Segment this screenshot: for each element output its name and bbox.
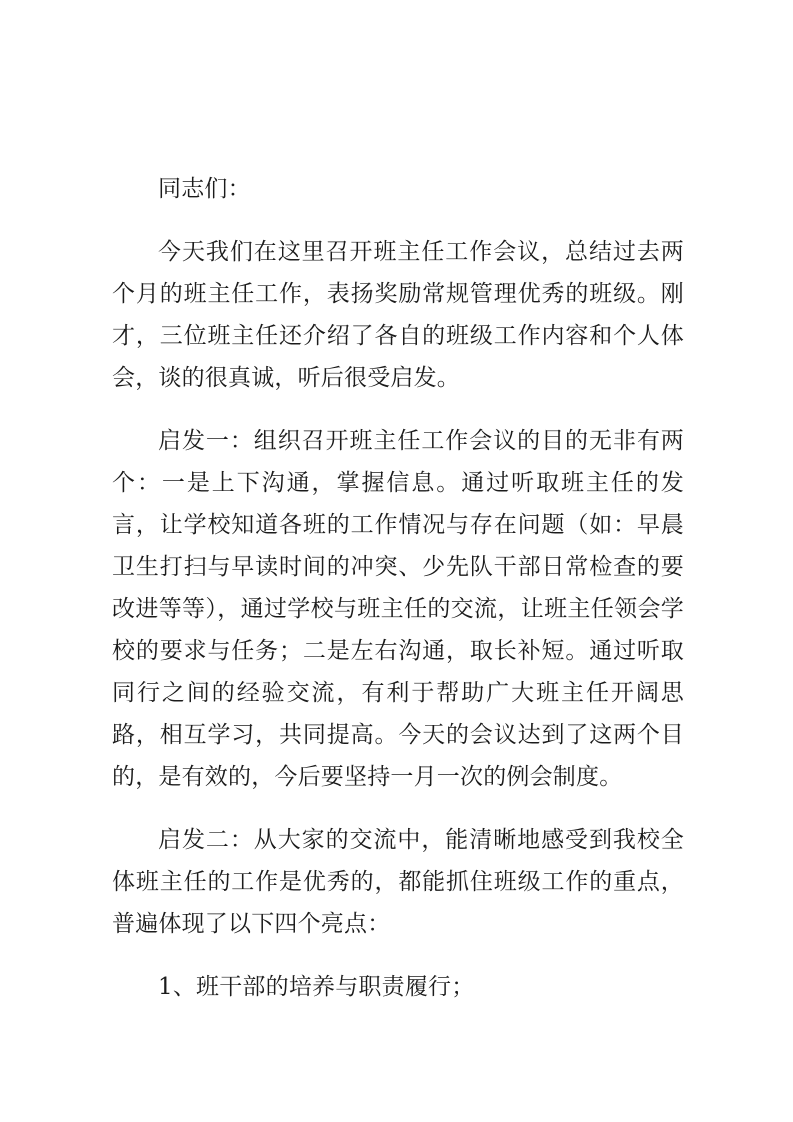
paragraph-insight-two: 启发二：从大家的交流中，能清晰地感受到我校全体班主任的工作是优秀的，都能抓住班级工作的重点，普遍体现了以下四个亮点：: [112, 827, 684, 937]
document-text-body: [112, 168, 684, 1008]
paragraph-highlight-1: 1、班干部的培养与职责履行；: [158, 974, 475, 1000]
paragraph-opening: 今天我们在这里召开班主任工作会议，总结过去两个月的班主任工作，表扬奖励常规管理优秀的班级。刚才，三位班主任还介绍了各自的班级工作内容和个人体会，谈的很真诚，听后很受启发。: [112, 239, 684, 391]
paragraph-insight-one: 启发一：组织召开班主任工作会议的目的无非有两个：一是上下沟通，掌握信息。通过听取班主任的发言，让学校知道各班的工作情况与存在问题（如：早晨卫生打扫与早读时间的冲突、少先队干部日常检查的要改进等等），通过学校与班主任的交流，让班主任领会学校的要求与任务；二是左右沟通，取长补短。通过听取同行之间的经验交流，有利于帮助广大班主任开阔思路，相互学习，共同提高。今天的会议达到了这两个目的，是有效的，今后要坚持一月一次的例会制度。: [112, 428, 684, 790]
paragraph-salutation: 同志们：: [158, 176, 251, 202]
